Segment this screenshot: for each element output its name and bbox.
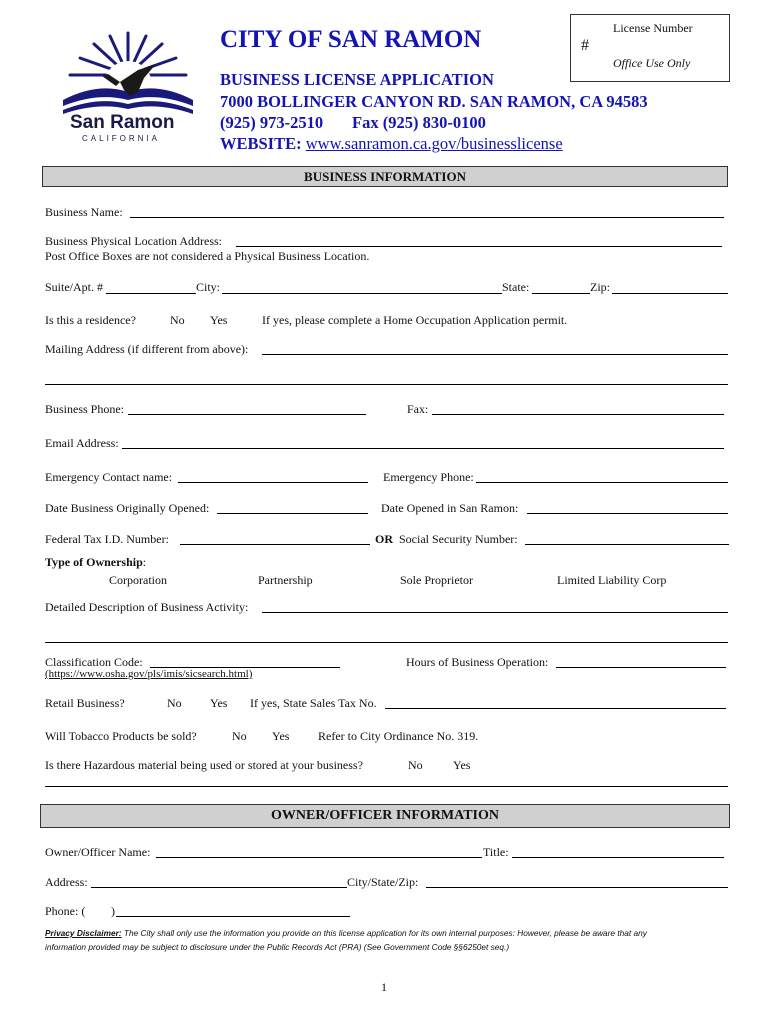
owner-phone-label: Phone: ( bbox=[45, 904, 86, 918]
logo-name: San Ramon bbox=[70, 112, 175, 133]
hours-field[interactable] bbox=[556, 667, 726, 668]
ssn-field[interactable] bbox=[525, 544, 729, 545]
tobacco-note: Refer to City Ordinance No. 319. bbox=[318, 729, 479, 743]
owner-info-header: OWNER/OFFICER INFORMATION bbox=[40, 804, 730, 828]
retail-note: If yes, State Sales Tax No. bbox=[250, 696, 377, 710]
business-phone-label: Business Phone: bbox=[45, 402, 125, 416]
application-title: BUSINESS LICENSE APPLICATION bbox=[220, 70, 494, 89]
privacy-text-2: information provided may be subject to disclosure under the Public Records Act (PRA) (See Government Code §§6250et seq.) bbox=[45, 942, 510, 952]
business-phone-field[interactable] bbox=[128, 414, 366, 415]
activity-label: Detailed Description of Business Activity: bbox=[45, 600, 249, 614]
ownership-sole-proprietor[interactable]: Sole Proprietor bbox=[400, 573, 473, 587]
suite-label: Suite/Apt. # bbox=[45, 280, 104, 294]
hours-label: Hours of Business Operation: bbox=[406, 655, 549, 669]
tobacco-question: Will Tobacco Products be sold? bbox=[45, 729, 197, 743]
website-label: WEBSITE: bbox=[220, 134, 302, 153]
hazard-no[interactable]: No bbox=[408, 758, 423, 772]
classification-label: Classification Code: bbox=[45, 655, 143, 669]
physical-address-label: Business Physical Location Address: bbox=[45, 234, 222, 248]
page-number: 1 bbox=[381, 980, 387, 994]
residence-note: If yes, please complete a Home Occupation Application permit. bbox=[262, 313, 568, 327]
email-label: Email Address: bbox=[45, 436, 119, 450]
ownership-partnership[interactable]: Partnership bbox=[258, 573, 313, 587]
city-title: CITY OF SAN RAMON bbox=[220, 26, 482, 53]
ownership-corporation[interactable]: Corporation bbox=[109, 573, 167, 587]
mailing-address-field-2[interactable] bbox=[45, 384, 728, 385]
po-box-note: Post Office Boxes are not considered a Physical Business Location. bbox=[45, 249, 370, 263]
retail-yes[interactable]: Yes bbox=[210, 696, 228, 710]
date-san-ramon-label: Date Opened in San Ramon: bbox=[381, 501, 519, 515]
date-opened-field[interactable] bbox=[217, 513, 368, 514]
emergency-phone-field[interactable] bbox=[476, 482, 728, 483]
retail-no[interactable]: No bbox=[167, 696, 182, 710]
city-address: 7000 BOLLINGER CANYON RD. SAN RAMON, CA 94583 bbox=[220, 92, 648, 111]
zip-field[interactable] bbox=[612, 293, 728, 294]
tobacco-yes[interactable]: Yes bbox=[272, 729, 290, 743]
owner-address-field[interactable] bbox=[91, 887, 347, 888]
logo-subtitle: CALIFORNIA bbox=[82, 134, 161, 143]
date-san-ramon-field[interactable] bbox=[527, 513, 728, 514]
privacy-label: Privacy Disclaimer: bbox=[45, 928, 122, 938]
suite-field[interactable] bbox=[106, 293, 196, 294]
sunburst-eagle-icon bbox=[58, 30, 198, 122]
ssn-label: Social Security Number: bbox=[399, 532, 518, 546]
ownership-llc[interactable]: Limited Liability Corp bbox=[557, 573, 667, 587]
state-label: State: bbox=[502, 280, 530, 294]
owner-city-state-zip-label: City/State/Zip: bbox=[347, 875, 419, 889]
owner-title-label: Title: bbox=[483, 845, 509, 859]
business-name-label: Business Name: bbox=[45, 205, 123, 219]
privacy-disclaimer bbox=[45, 926, 647, 954]
business-name-field[interactable] bbox=[130, 217, 724, 218]
mailing-address-label: Mailing Address (if different from above): bbox=[45, 342, 249, 356]
hazard-question: Is there Hazardous material being used or stored at your business? bbox=[45, 758, 363, 772]
city-field[interactable] bbox=[222, 293, 502, 294]
city-label: City: bbox=[196, 280, 221, 294]
website-link[interactable]: www.sanramon.ca.gov/businesslicense bbox=[305, 134, 563, 153]
date-opened-label: Date Business Originally Opened: bbox=[45, 501, 210, 515]
or-label: OR bbox=[375, 532, 393, 546]
tax-id-field[interactable] bbox=[180, 544, 370, 545]
osha-link[interactable]: (https://www.osha.gov/pls/imis/sicsearch.html) bbox=[45, 668, 253, 680]
owner-title-field[interactable] bbox=[512, 857, 724, 858]
emergency-contact-field[interactable] bbox=[178, 482, 368, 483]
website-line bbox=[220, 134, 563, 154]
license-number-box bbox=[570, 14, 730, 82]
residence-question: Is this a residence? bbox=[45, 313, 136, 327]
ownership-type-colon: : bbox=[142, 555, 147, 569]
city-logo bbox=[58, 30, 198, 145]
fax-label: Fax: bbox=[407, 402, 429, 416]
sales-tax-field[interactable] bbox=[385, 708, 726, 709]
business-info-header: BUSINESS INFORMATION bbox=[42, 166, 728, 187]
owner-name-field[interactable] bbox=[156, 857, 482, 858]
email-field[interactable] bbox=[122, 448, 724, 449]
license-number-label: License Number bbox=[613, 21, 693, 35]
office-use-label: Office Use Only bbox=[613, 56, 691, 70]
tax-id-label: Federal Tax I.D. Number: bbox=[45, 532, 169, 546]
mailing-address-field[interactable] bbox=[262, 354, 728, 355]
owner-city-state-zip-field[interactable] bbox=[426, 887, 728, 888]
owner-address-label: Address: bbox=[45, 875, 88, 889]
owner-name-label: Owner/Officer Name: bbox=[45, 845, 151, 859]
zip-label: Zip: bbox=[590, 280, 610, 294]
hazard-yes[interactable]: Yes bbox=[453, 758, 471, 772]
tobacco-no[interactable]: No bbox=[232, 729, 247, 743]
state-field[interactable] bbox=[532, 293, 590, 294]
owner-phone-close: ) bbox=[111, 904, 115, 918]
emergency-phone-label: Emergency Phone: bbox=[383, 470, 474, 484]
retail-question: Retail Business? bbox=[45, 696, 125, 710]
activity-field-2[interactable] bbox=[45, 642, 728, 643]
ownership-type-text: Type of Ownership bbox=[45, 555, 143, 569]
activity-field[interactable] bbox=[262, 612, 728, 613]
fax-field[interactable] bbox=[432, 414, 724, 415]
residence-yes[interactable]: Yes bbox=[210, 313, 228, 327]
hazard-field[interactable] bbox=[45, 786, 728, 787]
ownership-type-label bbox=[45, 555, 146, 570]
privacy-text-1: The City shall only use the information you provide on this license application for its own internal purposes: However, please be aware that any bbox=[121, 928, 647, 938]
license-hash: # bbox=[581, 37, 589, 54]
residence-no[interactable]: No bbox=[170, 313, 185, 327]
emergency-contact-label: Emergency Contact name: bbox=[45, 470, 173, 484]
physical-address-field[interactable] bbox=[236, 246, 722, 247]
owner-phone-field[interactable] bbox=[116, 916, 350, 917]
city-fax: Fax (925) 830-0100 bbox=[352, 113, 486, 132]
city-phone: (925) 973-2510 bbox=[220, 113, 324, 132]
